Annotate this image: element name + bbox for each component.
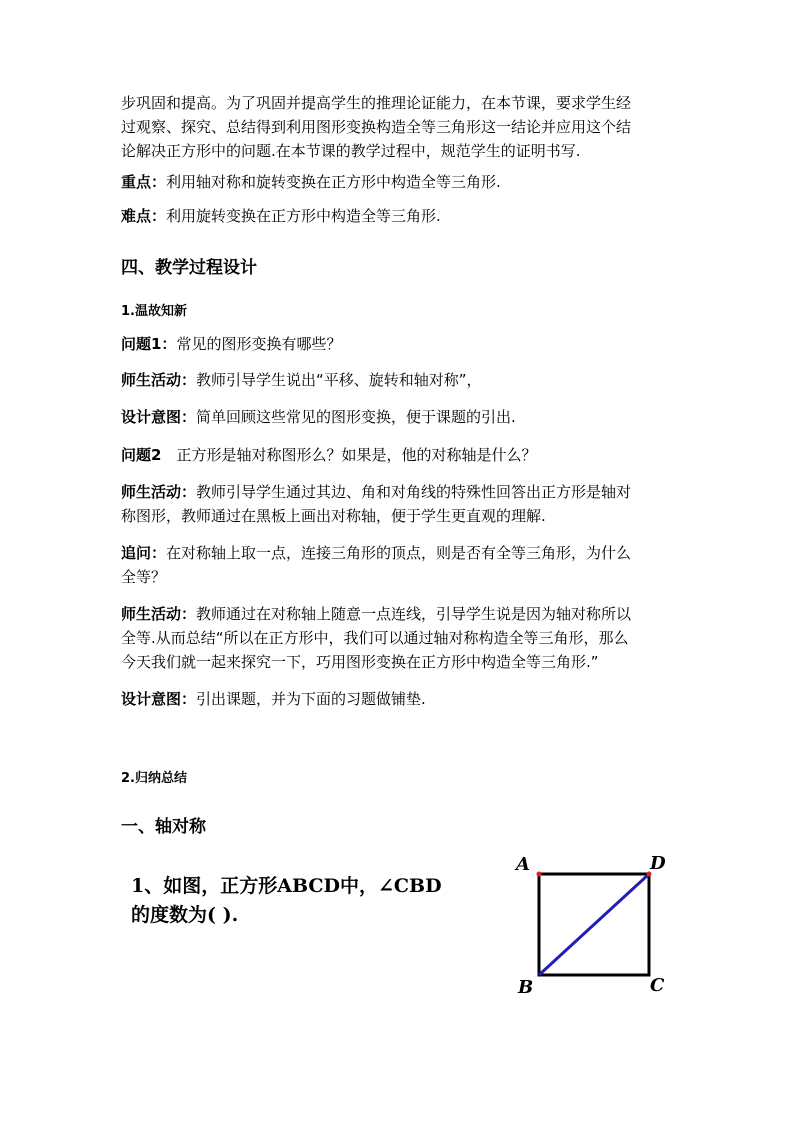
activity-2-label: 师生活动： (121, 483, 197, 501)
subsection-heading-summary: 2.归纳总结 (121, 771, 187, 786)
question-2 (121, 448, 536, 463)
activity-3-text-1: 教师通过在对称轴上随意一点连线，引导学生说是因为轴对称所以 (196, 605, 632, 623)
design-intent-1 (121, 410, 516, 425)
label-b: B (518, 977, 534, 998)
follow-up-text-1: 在对称轴上取一点，连接三角形的顶点，则是否有全等三角形，为什么 (166, 544, 632, 562)
problem-1 (131, 872, 442, 930)
design-intent-2 (121, 692, 426, 707)
part-heading-axial-symmetry: 一、轴对称 (121, 817, 206, 837)
label-c: C (650, 975, 665, 996)
square-abcd-figure (510, 848, 680, 998)
question-2-text: 正方形是轴对称图形么？如果是，他的对称轴是什么？ (176, 446, 537, 464)
activity-3-line-2: 全等.从而总结“所以在正方形中，我们可以通过轴对称构造全等三角形，那么 (121, 629, 629, 647)
activity-2-text-1: 教师引导学生通过其边、角和对角线的特殊性回答出正方形是轴对 (196, 483, 632, 501)
label-a: A (516, 854, 530, 875)
activity-2-line-1 (121, 485, 631, 500)
design-intent-2-text: 引出课题，并为下面的习题做铺垫. (196, 690, 426, 708)
problem-1-line-2: 的度数为( ). (131, 904, 239, 926)
follow-up-line-2: 全等？ (121, 568, 167, 586)
design-intent-1-label: 设计意图： (121, 408, 197, 426)
key-point (121, 175, 501, 190)
activity-2-line-2: 称图形，教师通过在黑板上画出对称轴，便于学生更直观的理解. (121, 507, 546, 525)
question-1 (121, 337, 341, 352)
design-intent-1-text: 简单回顾这些常见的图形变换，便于课题的引出. (196, 408, 516, 426)
question-2-label: 问题2 (121, 446, 162, 464)
activity-1-text: 教师引导学生说出“平移、旋转和轴对称”， (196, 371, 482, 389)
label-d: D (650, 853, 666, 874)
question-1-text: 常见的图形变换有哪些？ (176, 335, 342, 353)
subsection-heading-review: 1.温故知新 (121, 304, 187, 319)
intro-line-2: 过观察、探究、总结得到利用图形变换构造全等三角形这一结论并应用这个结 (121, 118, 632, 136)
point-a-marker (537, 872, 542, 877)
follow-up-line-1 (121, 546, 631, 561)
follow-up-label: 追问： (121, 544, 167, 562)
question-1-label: 问题1： (121, 335, 177, 353)
difficulty-label: 难点： (121, 207, 167, 225)
difficulty-text: 利用旋转变换在正方形中构造全等三角形. (166, 207, 441, 225)
diagonal-bd (539, 874, 649, 975)
intro-line-1: 步巩固和提高。为了巩固并提高学生的推理论证能力，在本节课，要求学生经 (121, 94, 632, 112)
activity-1 (121, 373, 482, 388)
key-point-label: 重点： (121, 173, 167, 191)
section-heading-teaching-process: 四、教学过程设计 (121, 258, 257, 278)
activity-3-line-1 (121, 607, 631, 622)
design-intent-2-label: 设计意图： (121, 690, 197, 708)
activity-3-label: 师生活动： (121, 605, 197, 623)
intro-line-3: 论解决正方形中的问题.在本节课的教学过程中，规范学生的证明书写. (121, 142, 581, 160)
activity-3-line-3: 今天我们就一起来探究一下，巧用图形变换在正方形中构造全等三角形.” (121, 653, 599, 671)
activity-1-label: 师生活动： (121, 371, 197, 389)
key-point-text: 利用轴对称和旋转变换在正方形中构造全等三角形. (166, 173, 501, 191)
difficulty (121, 209, 441, 224)
problem-1-line-1: 1、如图，正方形ABCD中，∠CBD (131, 875, 442, 897)
